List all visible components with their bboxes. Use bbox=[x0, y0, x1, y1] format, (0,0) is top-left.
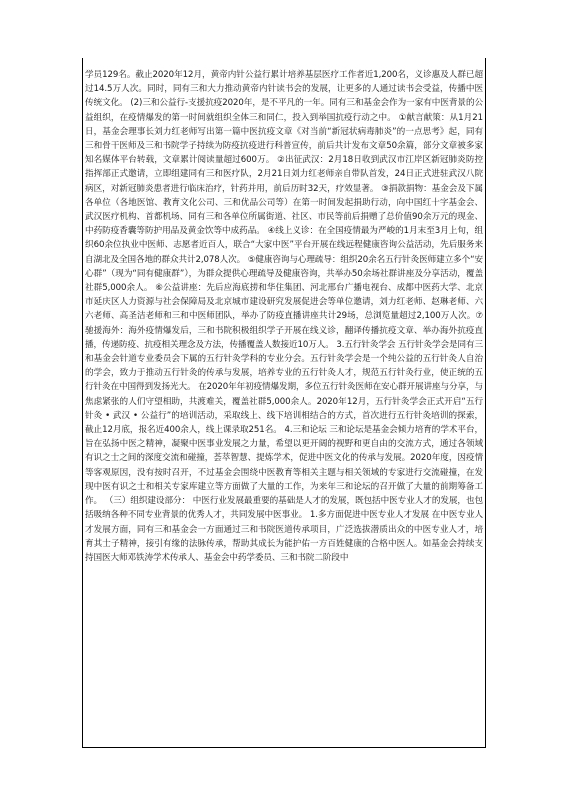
body-text bbox=[85, 68, 483, 565]
table-cell bbox=[82, 58, 486, 748]
body-paragraph: 学员129名。截止2020年12月，黄帝内针公益行累计培养基层医疗工作者近1,200名，义诊惠及人群已超过14.5万人次。同时，同有三和大力推动黄帝内针读书会的发展，让更多的人通过读书会受益，传播中医传统文化。 (2)三和公益行-支援抗疫2020年，是不平凡的一年。同有三和基金会作为一家有中医背景的公益组织，在疫情爆发的第一时间就组织全体三和同仁，投入到举国抗疫行动之中。 ①献言献策：从1月21日，基金会理事长刘力红老师写出第一篇中医抗疫文章《对当前“新冠状病毒肺炎”的一点思考》起，同有三和骨干医师及三和书院学子持续为防疫抗疫进行科普宣传，前后共计发布文章50余篇，部分文章被多家知名媒体平台转载，文章累计阅读量超过600万。 ②出征武汉：2月18日收到武汉市江岸区新冠肺炎防控指挥部正式邀请，立即组建同有三和医疗队，2月21日刘力红老师亲自带队首发，24日正式进驻武汉八院病区，对新冠肺炎患者进行临床治疗，针药并用，前后历时32天，疗效显著。 ③捐款捐物：基金会及下属各单位（各地医馆、教育文化公司、三和优品公司等）在第一时间发起捐助行动，向中国红十字基金会、武汉医疗机构、首都机场、同有三和各单位所属街道、社区、市民等前后捐赠了总价值90余万元的现金、中药防疫香囊等防护用品及黄金饮等中成药品。 ④线上义诊：在全国疫情最为严峻的1月末至3月上旬，组织60余位执业中医师、志愿者近百人，联合“大家中医”平台开展在线远程健康咨询公益活动，先后服务来自湖北及全国各地的群众共计2,078人次。 ⑤健康咨询与心理疏导：组织20余名五行针灸医师建立多个“安心群”（现为“同有健康群”），为群众提供心理疏导及健康咨询，共举办50余场社群讲座及分享活动，覆盖社群5,000余人。 ⑥公益讲座：先后应海底捞和华住集团、河北邢台广播电视台、成都中医药大学、北京市延庆区人力资源与社会保障局及北京城市建设研究发展促进会等单位邀请，刘力红老师、赵琳老师、六六老师、高圣洁老师和三和中医师团队，举办了防疫直播讲座共计29场，总浏览量超过2,100万人次。⑦驰援海外：海外疫情爆发后，三和书院积极组织学子开展在线义诊，翻译传播抗疫文章、举办海外抗疫直播，传递防疫、抗疫相关理念及方法，传播覆盖人数接近10万人。 3.五行针灸学会 五行针灸学会是同有三和基金会针道专业委员会下属的五行针灸学科的专业分会。五行针灸学会是一个纯公益的五行针灸人自治的学会，致力于推动五行针灸的传承与发展，培养专业的五行针灸人才，规范五行针灸行业，使正统的五行针灸在中国得到发扬光大。 在2020年年初疫情爆发期，多位五行针灸医师在安心群开展讲座与分享，与焦虑紧张的人们守望相助，共渡难关，覆盖社群5,000余人。2020年12月，五行针灸学会正式开启“五行针灸 • 武汉 • 公益行”的培训活动，采取线上、线下培训相结合的方式，首次进行五行针灸培训的探索，截止12月底，报名近400余人，线上课录取251名。 4.三和论坛 三和论坛是基金会倾力培育的学术平台，旨在弘扬中医之精神，凝聚中医事业发展之力量，希望以更开阔的视野和更自由的交流方式，通过各领域有识之士之间的深度交流和碰撞，荟萃智慧、提炼学术，促进中医文化的传承与发展。2020年度，因疫情等客观原因，没有按时召开，不过基金会围绕中医教育等相关主题与相关领域的专家进行交流碰撞，在发现中医有识之士和相关专家库建立等方面做了大量的工作，为来年三和论坛的召开做了大量的前期筹备工作。 （三）组织建设部分： 中医行业发展最重要的基础是人才的发展，既包括中医专业人才的发展，也包括吸纳各种不同专业背景的优秀人才，共同发展中医事业。 1.多方面促进中医专业人才发展 在中医专业人才发展方面，同有三和基金会一方面通过三和书院医道传承项目，广泛选拔潜质出众的中医专业人才，培育其士子精神，接引有缘的法脉传承，帮助其成长为能护佑一方百姓健康的合格中医人。如基金会持续支持国医大师邓铁涛学术传承人、基金会中药学委员、三和书院二阶段中 bbox=[85, 70, 483, 563]
